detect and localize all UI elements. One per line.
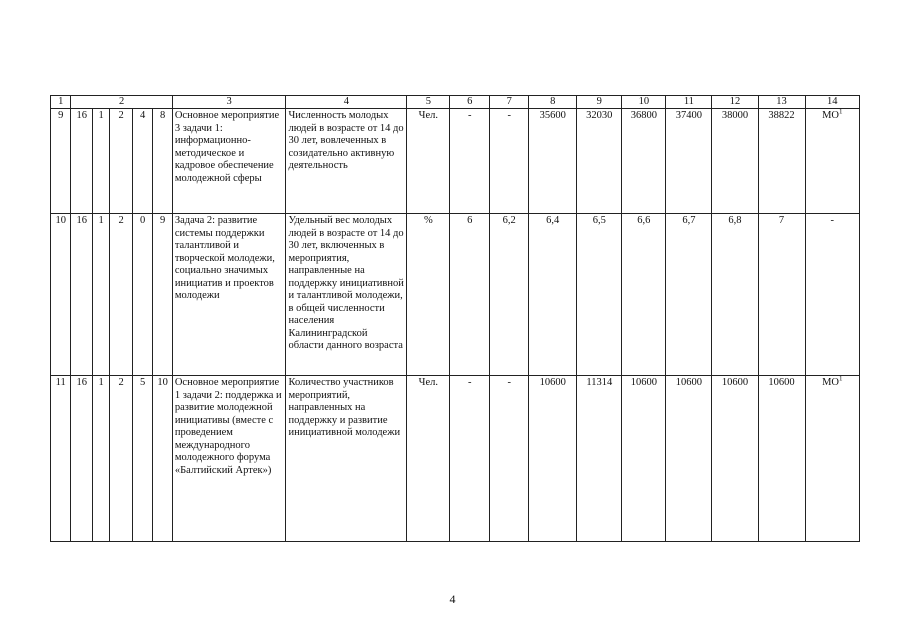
value-cell: 36800 — [622, 109, 666, 214]
unit-cell: % — [407, 214, 450, 376]
value-cell: 35600 — [529, 109, 577, 214]
value-cell: 6,4 — [529, 214, 577, 376]
header-cell: 6 — [450, 96, 490, 109]
indicator-name: Численность молодых людей в возрасте от 14 до 30 лет, вовлеченных в созидательно активную деятельность — [286, 109, 407, 214]
value-cell: 32030 — [577, 109, 622, 214]
table-row — [51, 376, 860, 542]
value-cell: 6,5 — [577, 214, 622, 376]
source-cell — [805, 109, 859, 214]
code-cell: 2 — [110, 376, 133, 542]
code-cell: 4 — [132, 109, 152, 214]
code-cell: 1 — [92, 109, 109, 214]
measure-name: Задача 2: развитие системы поддержки талантливой и творческой молодежи, социально значимых инициатив и проектов молодежи — [172, 214, 286, 376]
code-cell: 16 — [71, 376, 93, 542]
value-cell: 38822 — [758, 109, 805, 214]
value-cell: 10600 — [758, 376, 805, 542]
indicator-name: Количество участников мероприятий, направленных на поддержку и развитие инициативной молодежи — [286, 376, 407, 542]
unit-cell: Чел. — [407, 376, 450, 542]
header-row — [51, 96, 860, 109]
source-text: - — [830, 215, 835, 226]
value-cell: 38000 — [712, 109, 758, 214]
value-cell: 10600 — [622, 376, 666, 542]
value-cell: 11314 — [577, 376, 622, 542]
source-cell — [805, 214, 859, 376]
value-cell: 10600 — [666, 376, 712, 542]
value-cell: 6,2 — [490, 214, 529, 376]
header-cell: 4 — [286, 96, 407, 109]
code-cell: 1 — [92, 376, 109, 542]
code-cell: 9 — [153, 214, 172, 376]
code-cell: 16 — [71, 109, 93, 214]
row-number: 11 — [51, 376, 71, 542]
source-text: МО — [822, 110, 839, 121]
table-row — [51, 109, 860, 214]
header-cell: 7 — [490, 96, 529, 109]
footnote-mark: 1 — [839, 108, 843, 116]
program-table — [50, 95, 860, 542]
measure-name: Основное мероприятие 1 задачи 2: поддержка и развитие молодежной инициативы (вместе с проведением международного молодежного форума «Балтийский Артек») — [172, 376, 286, 542]
source-text: МО — [822, 377, 839, 388]
measure-name: Основное мероприятие 3 задачи 1: информационно-методическое и кадровое обеспечение молодежной сферы — [172, 109, 286, 214]
value-cell: 6,6 — [622, 214, 666, 376]
footnote-mark: 1 — [839, 375, 843, 383]
header-cell: 5 — [407, 96, 450, 109]
code-cell: 5 — [132, 376, 152, 542]
value-cell: 6,8 — [712, 214, 758, 376]
header-cell: 14 — [805, 96, 859, 109]
indicator-name: Удельный вес молодых людей в возрасте от 14 до 30 лет, включенных в мероприятия, направленные на поддержку инициативной и талантливой молодежи, в общей численности населения Калининградской области данного возраста — [286, 214, 407, 376]
header-cell: 10 — [622, 96, 666, 109]
value-cell: - — [490, 109, 529, 214]
row-number: 9 — [51, 109, 71, 214]
value-cell: 10600 — [529, 376, 577, 542]
header-cell: 8 — [529, 96, 577, 109]
code-cell: 0 — [132, 214, 152, 376]
value-cell: - — [450, 109, 490, 214]
code-cell: 16 — [71, 214, 93, 376]
code-cell: 10 — [153, 376, 172, 542]
value-cell: - — [450, 376, 490, 542]
table-row — [51, 214, 860, 376]
header-cell: 13 — [758, 96, 805, 109]
header-cell: 11 — [666, 96, 712, 109]
code-cell: 2 — [110, 214, 133, 376]
header-cell: 2 — [71, 96, 172, 109]
unit-cell: Чел. — [407, 109, 450, 214]
row-number: 10 — [51, 214, 71, 376]
value-cell: 7 — [758, 214, 805, 376]
value-cell: 6,7 — [666, 214, 712, 376]
code-cell: 1 — [92, 214, 109, 376]
value-cell: 6 — [450, 214, 490, 376]
code-cell: 8 — [153, 109, 172, 214]
source-cell — [805, 376, 859, 542]
value-cell: - — [490, 376, 529, 542]
value-cell: 10600 — [712, 376, 758, 542]
header-cell: 9 — [577, 96, 622, 109]
header-cell: 1 — [51, 96, 71, 109]
page-number: 4 — [449, 592, 456, 606]
header-cell: 3 — [172, 96, 286, 109]
header-cell: 12 — [712, 96, 758, 109]
code-cell: 2 — [110, 109, 133, 214]
value-cell: 37400 — [666, 109, 712, 214]
